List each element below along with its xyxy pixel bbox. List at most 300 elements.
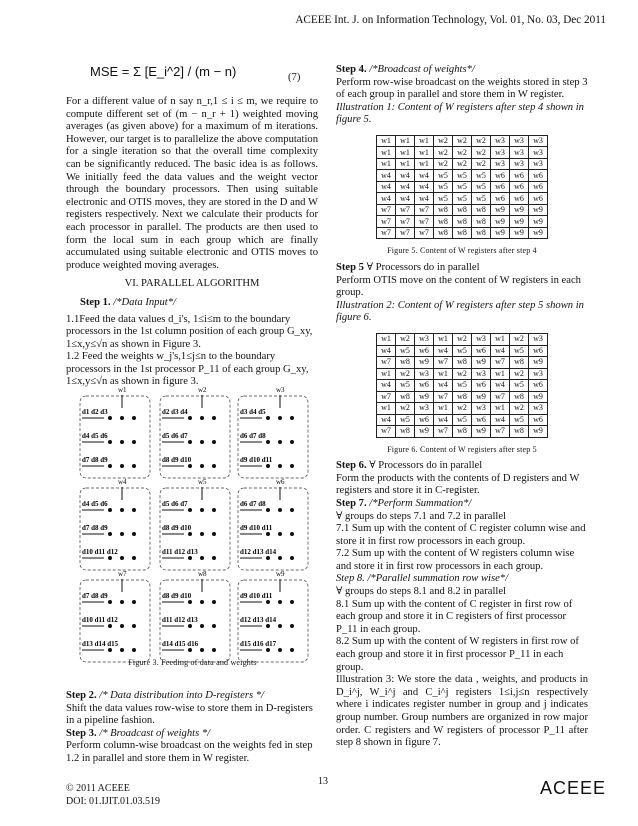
processor-node xyxy=(132,624,136,628)
grid-cell: w9 xyxy=(510,204,529,216)
processor-node xyxy=(200,624,204,628)
grid-cell: w3 xyxy=(415,368,434,380)
processor-node xyxy=(266,464,270,468)
processor-node xyxy=(266,648,270,652)
left-column xyxy=(66,96,318,389)
processor-node xyxy=(120,624,124,628)
grid-cell: w1 xyxy=(434,334,453,346)
footer-left xyxy=(66,782,160,808)
grid-cell: w4 xyxy=(377,345,396,357)
processor-node xyxy=(290,440,294,444)
grid-cell: w8 xyxy=(472,216,491,228)
grid-cell: w1 xyxy=(434,403,453,415)
grid-cell: w5 xyxy=(510,345,529,357)
grid-row xyxy=(377,380,548,392)
grid-cell: w9 xyxy=(415,391,434,403)
grid-cell: w5 xyxy=(510,380,529,392)
grid-cell: w2 xyxy=(453,368,472,380)
processor-node xyxy=(108,556,112,560)
weight-label: w3 xyxy=(276,386,285,394)
processor-node xyxy=(120,464,124,468)
grid-cell: w9 xyxy=(510,216,529,228)
processor-node xyxy=(278,648,282,652)
grid-row xyxy=(377,216,548,228)
grid-cell: w7 xyxy=(491,391,510,403)
grid-cell: w5 xyxy=(453,380,472,392)
grid-cell: w3 xyxy=(529,368,548,380)
step-label: Step 3. xyxy=(66,727,97,739)
grid-row xyxy=(377,357,548,369)
grid-row xyxy=(377,391,548,403)
grid-row xyxy=(377,403,548,415)
grid-cell: w8 xyxy=(434,227,453,239)
data-label: d5 d6 d7 xyxy=(162,432,188,440)
grid-cell: w1 xyxy=(434,368,453,380)
grid-cell: w1 xyxy=(415,135,434,147)
step-1-2: 1.2 Feed the weights w_j's,1≤j≤n to the boundary processors in the 1st processor P_11 of each group G_xy, 1≤x,y≤√n as shown in figure 3. xyxy=(66,351,309,388)
grid-cell: w8 xyxy=(510,426,529,438)
grid-cell: w4 xyxy=(434,414,453,426)
processor-node xyxy=(200,532,204,536)
processor-node xyxy=(188,600,192,604)
processor-node xyxy=(120,416,124,420)
processor-node xyxy=(200,440,204,444)
grid-cell: w3 xyxy=(529,147,548,159)
grid-cell: w1 xyxy=(377,135,396,147)
processor-node xyxy=(188,416,192,420)
grid-cell: w6 xyxy=(510,170,529,182)
data-label: d6 d7 d8 xyxy=(240,432,266,440)
grid-cell: w8 xyxy=(434,216,453,228)
grid-cell: w2 xyxy=(510,403,529,415)
grid-cell: w2 xyxy=(453,135,472,147)
grid-cell: w1 xyxy=(377,403,396,415)
processor-node xyxy=(212,556,216,560)
data-label: d10 d11 d12 xyxy=(82,548,118,556)
grid-cell: w7 xyxy=(396,216,415,228)
processor-node xyxy=(278,440,282,444)
grid-cell: w9 xyxy=(529,227,548,239)
grid-cell: w8 xyxy=(510,391,529,403)
grid-cell: w8 xyxy=(453,357,472,369)
grid-cell: w1 xyxy=(415,158,434,170)
grid-cell: w9 xyxy=(491,204,510,216)
grid-cell: w2 xyxy=(510,368,529,380)
step-title: /*Perform Summation*/ xyxy=(369,497,472,509)
step-title: ∀ Processors do in parallel xyxy=(366,262,480,274)
step7-a: ∀ groups do steps 7.1 and 7.2 in parallel xyxy=(336,510,506,522)
grid-cell: w1 xyxy=(396,147,415,159)
processor-node xyxy=(212,532,216,536)
grid-cell: w5 xyxy=(434,193,453,205)
data-label: d11 d12 d13 xyxy=(162,616,198,624)
data-label: d5 d6 d7 xyxy=(162,500,188,508)
processor-node xyxy=(108,624,112,628)
grid-row xyxy=(377,334,548,346)
step-8-2: 8.2 Sum up with the content of W registers in first row of each group and store it in first processor P_11 in each group. xyxy=(336,636,579,673)
grid-cell: w8 xyxy=(396,391,415,403)
data-label: d1 d2 d3 xyxy=(82,408,108,416)
step8-heading: Step 8. /*Parallel summation row wise*/ xyxy=(336,573,509,585)
grid-cell: w1 xyxy=(415,147,434,159)
data-label: d8 d9 d10 xyxy=(162,524,192,532)
data-label: d3 d4 d5 xyxy=(240,408,266,416)
grid-cell: w6 xyxy=(529,193,548,205)
weight-label: w1 xyxy=(118,386,127,394)
processor-node xyxy=(108,464,112,468)
grid-cell: w2 xyxy=(434,135,453,147)
weight-label: w5 xyxy=(198,478,207,486)
weight-label: w7 xyxy=(118,570,127,578)
grid-cell: w3 xyxy=(510,158,529,170)
processor-node xyxy=(132,532,136,536)
grid-cell: w4 xyxy=(377,380,396,392)
grid-cell: w7 xyxy=(377,227,396,239)
step5-text: Perform OTIS move on the content of W registers in each group. xyxy=(336,274,581,299)
grid-cell: w1 xyxy=(491,368,510,380)
grid-cell: w8 xyxy=(453,216,472,228)
weight-label: w6 xyxy=(276,478,285,486)
grid-cell: w6 xyxy=(472,345,491,357)
grid-cell: w6 xyxy=(491,181,510,193)
grid-cell: w5 xyxy=(434,170,453,182)
weight-label: w4 xyxy=(118,478,127,486)
grid-cell: w5 xyxy=(472,193,491,205)
grid-cell: w2 xyxy=(396,368,415,380)
grid-cell: w6 xyxy=(415,345,434,357)
figure-6-table xyxy=(376,333,548,438)
grid-cell: w7 xyxy=(377,426,396,438)
grid-cell: w6 xyxy=(529,170,548,182)
processor-node xyxy=(212,624,216,628)
grid-cell: w6 xyxy=(472,380,491,392)
grid-cell: w2 xyxy=(472,147,491,159)
processor-node xyxy=(278,508,282,512)
grid-cell: w2 xyxy=(434,147,453,159)
grid-cell: w3 xyxy=(415,403,434,415)
processor-node xyxy=(108,532,112,536)
processor-node xyxy=(120,440,124,444)
processor-node xyxy=(266,624,270,628)
grid-cell: w3 xyxy=(491,158,510,170)
processor-node xyxy=(120,600,124,604)
grid-cell: w1 xyxy=(377,368,396,380)
data-label: d14 d15 d16 xyxy=(162,640,199,648)
grid-cell: w2 xyxy=(453,334,472,346)
processor-node xyxy=(200,556,204,560)
weight-label: w8 xyxy=(198,570,207,578)
grid-cell: w9 xyxy=(529,357,548,369)
step5-heading xyxy=(336,262,588,275)
processor-node xyxy=(188,440,192,444)
step-1-1: 1.1Feed the data values d_i's, 1≤i≤m to the boundary processors in the 1st column position of each group G_xy, 1≤x,y≤√n as shown in Figure 3. xyxy=(66,313,313,350)
processor-node xyxy=(290,624,294,628)
grid-cell: w6 xyxy=(510,193,529,205)
left-column-bottom xyxy=(66,690,318,766)
step6-heading xyxy=(336,460,588,473)
grid-cell: w7 xyxy=(415,204,434,216)
processor-node xyxy=(266,508,270,512)
data-label: d8 d9 d10 xyxy=(162,456,192,464)
processor-node xyxy=(212,648,216,652)
grid-cell: w6 xyxy=(529,345,548,357)
processor-node xyxy=(212,508,216,512)
step-7-2: 7.2 Sum up with the content of W registers column wise and store it in first row processors in each group. xyxy=(336,548,575,572)
grid-cell: w3 xyxy=(529,334,548,346)
grid-cell: w5 xyxy=(472,181,491,193)
step7-heading xyxy=(336,498,588,511)
grid-cell: w7 xyxy=(434,426,453,438)
grid-cell: w8 xyxy=(472,204,491,216)
grid-cell: w9 xyxy=(529,391,548,403)
grid-cell: w7 xyxy=(377,357,396,369)
grid-cell: w1 xyxy=(491,403,510,415)
grid-cell: w7 xyxy=(491,426,510,438)
grid-cell: w1 xyxy=(396,135,415,147)
grid-cell: w2 xyxy=(453,158,472,170)
processor-node xyxy=(188,556,192,560)
page-number: 13 xyxy=(318,776,328,787)
grid-cell: w4 xyxy=(434,380,453,392)
grid-cell: w7 xyxy=(415,216,434,228)
grid-cell: w8 xyxy=(396,357,415,369)
grid-cell: w2 xyxy=(396,334,415,346)
grid-cell: w6 xyxy=(529,181,548,193)
step4-heading xyxy=(336,64,588,77)
data-label: d12 d13 d14 xyxy=(240,548,277,556)
processor-node xyxy=(266,556,270,560)
grid-cell: w5 xyxy=(396,345,415,357)
grid-cell: w8 xyxy=(453,391,472,403)
grid-cell: w7 xyxy=(434,357,453,369)
step-8-1: 8.1 Sum up with the content of C register in first row of each group and store it in C registers of first processor P_11 in each group. xyxy=(336,598,573,635)
illustration-2: Illustration 2: Content of W registers after step 5 shown in figure 6. xyxy=(336,299,584,324)
figure-5-table xyxy=(376,135,548,240)
grid-cell: w7 xyxy=(434,391,453,403)
processor-node xyxy=(120,532,124,536)
grid-cell: w8 xyxy=(453,426,472,438)
grid-cell: w7 xyxy=(377,391,396,403)
grid-cell: w7 xyxy=(396,227,415,239)
grid-cell: w1 xyxy=(491,334,510,346)
illustration-3: Illustration 3: We store the data , weights, and products in D_i^j, W_i^j and C_i^j registers 1≤i,j≤n respectively where i indicates register number in group and j indicates group number. Group numbers are organized in row major order. C registers and W registers of processor P_11 after step 8 shown in figure 7. xyxy=(336,674,588,749)
data-label: d9 d10 d11 xyxy=(240,592,273,600)
processor-node xyxy=(108,416,112,420)
grid-cell: w5 xyxy=(453,193,472,205)
processor-node xyxy=(132,440,136,444)
grid-cell: w3 xyxy=(510,147,529,159)
step3-heading xyxy=(66,728,318,741)
grid-cell: w9 xyxy=(472,391,491,403)
grid-cell: w6 xyxy=(510,181,529,193)
data-label: d8 d9 d10 xyxy=(162,592,192,600)
grid-cell: w6 xyxy=(529,380,548,392)
data-label: d15 d16 d17 xyxy=(240,640,277,648)
data-label: d9 d10 d11 xyxy=(240,456,273,464)
step-title: /* Broadcast of weights */ xyxy=(99,727,211,739)
step1-heading xyxy=(80,297,318,310)
data-label: d2 d3 d4 xyxy=(162,408,188,416)
processor-node xyxy=(108,508,112,512)
grid-row xyxy=(377,193,548,205)
processor-node xyxy=(278,464,282,468)
processor-node xyxy=(290,464,294,468)
grid-cell: w9 xyxy=(529,426,548,438)
grid-cell: w4 xyxy=(377,414,396,426)
grid-cell: w6 xyxy=(491,193,510,205)
grid-cell: w9 xyxy=(491,216,510,228)
grid-cell: w4 xyxy=(377,170,396,182)
processor-node xyxy=(132,508,136,512)
processor-node xyxy=(290,556,294,560)
step-label: Step 5 xyxy=(336,262,364,274)
processor-node xyxy=(290,508,294,512)
step-label: Step 1. xyxy=(80,296,111,308)
grid-cell: w2 xyxy=(453,147,472,159)
grid-cell: w7 xyxy=(377,216,396,228)
grid-cell: w5 xyxy=(510,414,529,426)
data-label: d7 d8 d9 xyxy=(82,592,108,600)
grid-cell: w8 xyxy=(453,227,472,239)
data-label: d11 d12 d13 xyxy=(162,548,198,556)
processor-node xyxy=(200,600,204,604)
running-header: ACEEE Int. J. on Information Technology, Vol. 01, No. 03, Dec 2011 xyxy=(295,14,606,26)
step6-text: Form the products with the contents of D registers and W registers and store it in C-register. xyxy=(336,472,580,497)
step4-text: Perform row-wise broadcast on the weights stored in step 3 of each group in parallel and store them in W register. xyxy=(336,76,588,101)
step-label: Step 6. xyxy=(336,460,367,472)
grid-cell: w2 xyxy=(396,403,415,415)
processor-node xyxy=(266,440,270,444)
processor-node xyxy=(108,440,112,444)
grid-cell: w6 xyxy=(415,380,434,392)
grid-cell: w4 xyxy=(491,414,510,426)
processor-node xyxy=(212,600,216,604)
grid-cell: w2 xyxy=(510,334,529,346)
step-label: Step 2. xyxy=(66,690,97,701)
data-label: d4 d5 d6 xyxy=(82,500,108,508)
grid-row xyxy=(377,147,548,159)
grid-cell: w4 xyxy=(377,193,396,205)
grid-cell: w3 xyxy=(529,135,548,147)
processor-node xyxy=(266,600,270,604)
processor-node xyxy=(132,464,136,468)
grid-cell: w8 xyxy=(453,204,472,216)
figure-5-caption: Figure 5. Content of W registers after step 4 xyxy=(387,246,537,256)
step-title: /*Broadcast of weights*/ xyxy=(369,64,475,75)
illustration-1: Illustration 1: Content of W registers after step 4 shown in figure 5. xyxy=(336,101,584,126)
processor-node xyxy=(200,416,204,420)
grid-cell: w5 xyxy=(453,170,472,182)
grid-cell: w3 xyxy=(529,158,548,170)
doi: DOI: 01.IJIT.01.03.519 xyxy=(66,796,160,807)
grid-cell: w6 xyxy=(529,414,548,426)
step-label: Step 4. xyxy=(336,64,367,75)
weight-label: w2 xyxy=(198,386,207,394)
equation-number: (7) xyxy=(288,72,301,83)
grid-cell: w4 xyxy=(434,345,453,357)
figure-6-caption: Figure 6. Content of W registers after step 5 xyxy=(387,444,537,454)
grid-cell: w9 xyxy=(491,227,510,239)
processor-node xyxy=(212,464,216,468)
grid-cell: w3 xyxy=(510,135,529,147)
grid-cell: w6 xyxy=(491,170,510,182)
grid-cell: w8 xyxy=(472,227,491,239)
grid-cell: w5 xyxy=(453,345,472,357)
processor-node xyxy=(188,624,192,628)
grid-cell: w9 xyxy=(472,357,491,369)
processor-node xyxy=(132,556,136,560)
processor-node xyxy=(290,532,294,536)
grid-cell: w1 xyxy=(377,334,396,346)
aceee-logo: ACEEE xyxy=(539,778,606,798)
grid-cell: w5 xyxy=(396,414,415,426)
processor-node xyxy=(188,508,192,512)
processor-node xyxy=(290,648,294,652)
grid-cell: w8 xyxy=(396,426,415,438)
grid-cell: w4 xyxy=(396,193,415,205)
grid-cell: w7 xyxy=(377,204,396,216)
grid-cell: w3 xyxy=(529,403,548,415)
step2-text: Shift the data values row-wise to store them in D-registers in a pipeline fashion. xyxy=(66,702,313,727)
step-label: Step 7. xyxy=(336,497,367,509)
processor-node xyxy=(188,648,192,652)
grid-cell: w9 xyxy=(529,204,548,216)
processor-node xyxy=(290,600,294,604)
grid-row xyxy=(377,158,548,170)
grid-cell: w5 xyxy=(396,380,415,392)
processor-node xyxy=(266,416,270,420)
data-label: d10 d11 d12 xyxy=(82,616,118,624)
processor-node xyxy=(188,532,192,536)
figure-3-diagram xyxy=(70,382,315,670)
processor-node xyxy=(200,508,204,512)
grid-cell: w4 xyxy=(491,345,510,357)
processor-node xyxy=(120,556,124,560)
intro-paragraph: For a different value of n say n_r,1 ≤ i ≤ m, we require to compute different set of (m − n_r + 1) weighted moving averages (as given above) for a maximum of m iterations. However, our target is to parallelize the above computation for a single iteration so that the overall time complexity can be significantly reduced. The basic idea is as follows. We initially feed the data values and the weight vector through the boundary processors. Then using suitable electronic and OTIS moves, they are stored in the D and W registers respectively. Next we calculate their products for each processor in parallel. The products are then used to form the local sum in each group which are finally accumulated using suitable electronic and OTIS moves to produce weighted moving averages. xyxy=(66,96,318,271)
right-column xyxy=(336,64,588,750)
weight-label: w9 xyxy=(276,570,285,578)
processor-node xyxy=(278,624,282,628)
processor-node xyxy=(278,532,282,536)
processor-node xyxy=(120,648,124,652)
grid-cell: w6 xyxy=(415,414,434,426)
grid-cell: w1 xyxy=(396,158,415,170)
step-title: /* Data distribution into D-registers */ xyxy=(99,690,264,701)
grid-cell: w1 xyxy=(377,147,396,159)
grid-row xyxy=(377,227,548,239)
processor-node xyxy=(132,648,136,652)
grid-row xyxy=(377,204,548,216)
grid-cell: w9 xyxy=(529,216,548,228)
grid-cell: w4 xyxy=(415,193,434,205)
grid-cell: w2 xyxy=(453,403,472,415)
grid-row xyxy=(377,135,548,147)
processor-node xyxy=(132,600,136,604)
grid-cell: w9 xyxy=(415,426,434,438)
grid-row xyxy=(377,345,548,357)
grid-cell: w1 xyxy=(377,158,396,170)
section-heading: VI. PARALLEL ALGORITHM xyxy=(124,278,260,290)
copyright: © 2011 ACEEE xyxy=(66,783,130,794)
grid-cell: w2 xyxy=(434,158,453,170)
processor-node xyxy=(212,440,216,444)
step3-text: Perform column-wise broadcast on the weights fed in step 1.2 in parallel and store them in W register. xyxy=(66,740,313,764)
processor-node xyxy=(200,648,204,652)
step8-a: ∀ groups do steps 8.1 and 8.2 in parallel xyxy=(336,586,506,598)
step-title: ∀ Processors do in parallel xyxy=(369,460,483,472)
figure-3 xyxy=(70,382,315,670)
data-label: d9 d10 d11 xyxy=(240,524,273,532)
